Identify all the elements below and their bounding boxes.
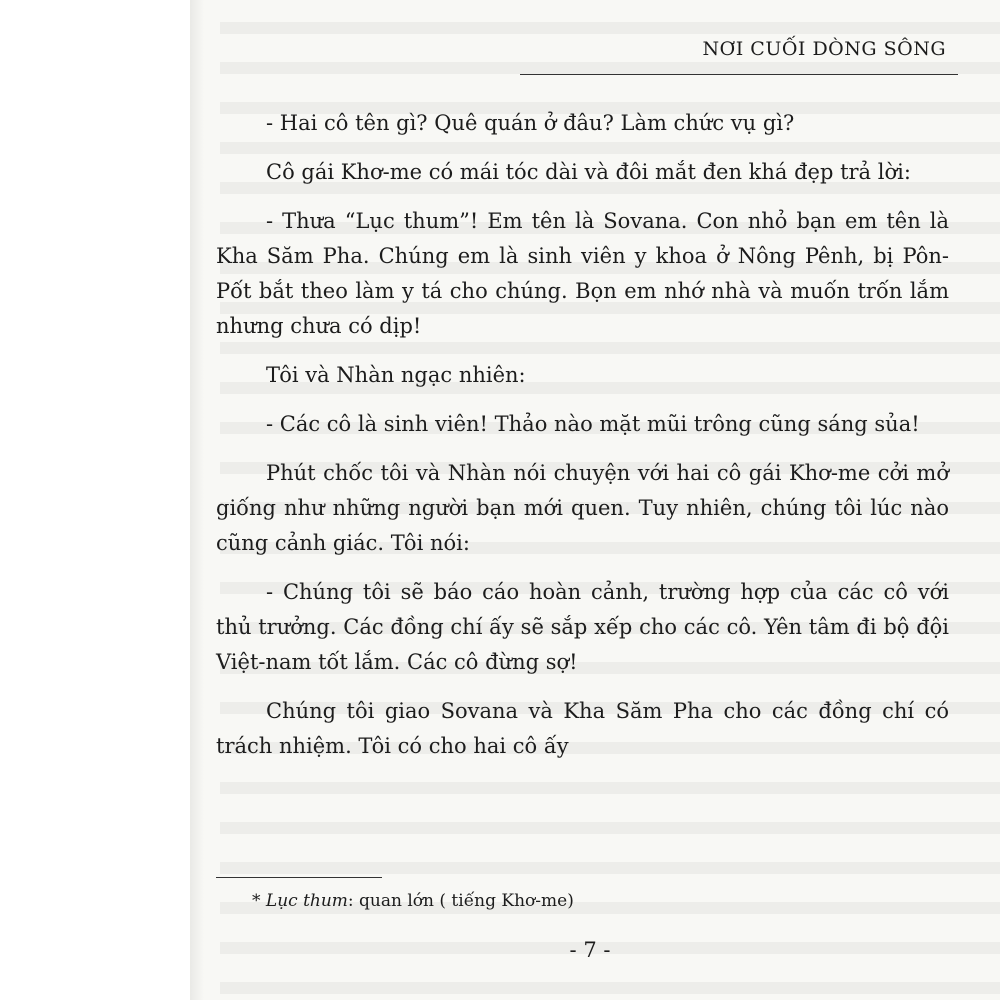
- footnote-definition: : quan lớn ( tiếng Khơ-me): [347, 891, 574, 911]
- page-gutter-shadow: [190, 0, 204, 1000]
- footnote: [252, 889, 574, 913]
- paragraph: - Thưa “Lục thum”! Em tên là Sovana. Con nhỏ bạn em tên là Kha Săm Pha. Chúng em là sinh viên y khoa ở Nông Pênh, bị Pôn-Pốt bắt theo làm y tá cho chúng. Bọn em nhớ nhà và muốn trốn lắm nhưng chưa có dịp!: [216, 209, 949, 338]
- body-text: [216, 106, 949, 764]
- paragraph: Phút chốc tôi và Nhàn nói chuyện với hai cô gái Khơ-me cởi mở giống như những người bạn mới quen. Tuy nhiên, chúng tôi lúc nào cũng cảnh giác. Tôi nói:: [216, 461, 949, 555]
- paragraph: Cô gái Khơ-me có mái tóc dài và đôi mắt đen khá đẹp trả lời:: [266, 160, 911, 184]
- paragraph: - Chúng tôi sẽ báo cáo hoàn cảnh, trường hợp của các cô với thủ trưởng. Các đồng chí ấy sẽ sắp xếp cho các cô. Yên tâm đi bộ đội Việt-nam tốt lắm. Các cô đừng sợ!: [216, 580, 949, 674]
- paragraph: Chúng tôi giao Sovana và Kha Săm Pha cho các đồng chí có trách nhiệm. Tôi có cho hai cô ấy: [216, 699, 949, 758]
- running-header-title: NƠI CUỐI DÒNG SÔNG: [702, 38, 946, 60]
- page-number: - 7 -: [569, 938, 611, 962]
- header-rule: [520, 74, 958, 75]
- footnote-rule: [216, 877, 382, 878]
- footnote-marker: *: [252, 891, 261, 911]
- paragraph: - Các cô là sinh viên! Thảo nào mặt mũi trông cũng sáng sủa!: [266, 412, 920, 436]
- book-page: [190, 0, 1000, 1000]
- footnote-term: Lục thum: [265, 891, 348, 911]
- paragraph: Tôi và Nhàn ngạc nhiên:: [266, 363, 526, 387]
- paragraph: - Hai cô tên gì? Quê quán ở đâu? Làm chức vụ gì?: [266, 111, 795, 135]
